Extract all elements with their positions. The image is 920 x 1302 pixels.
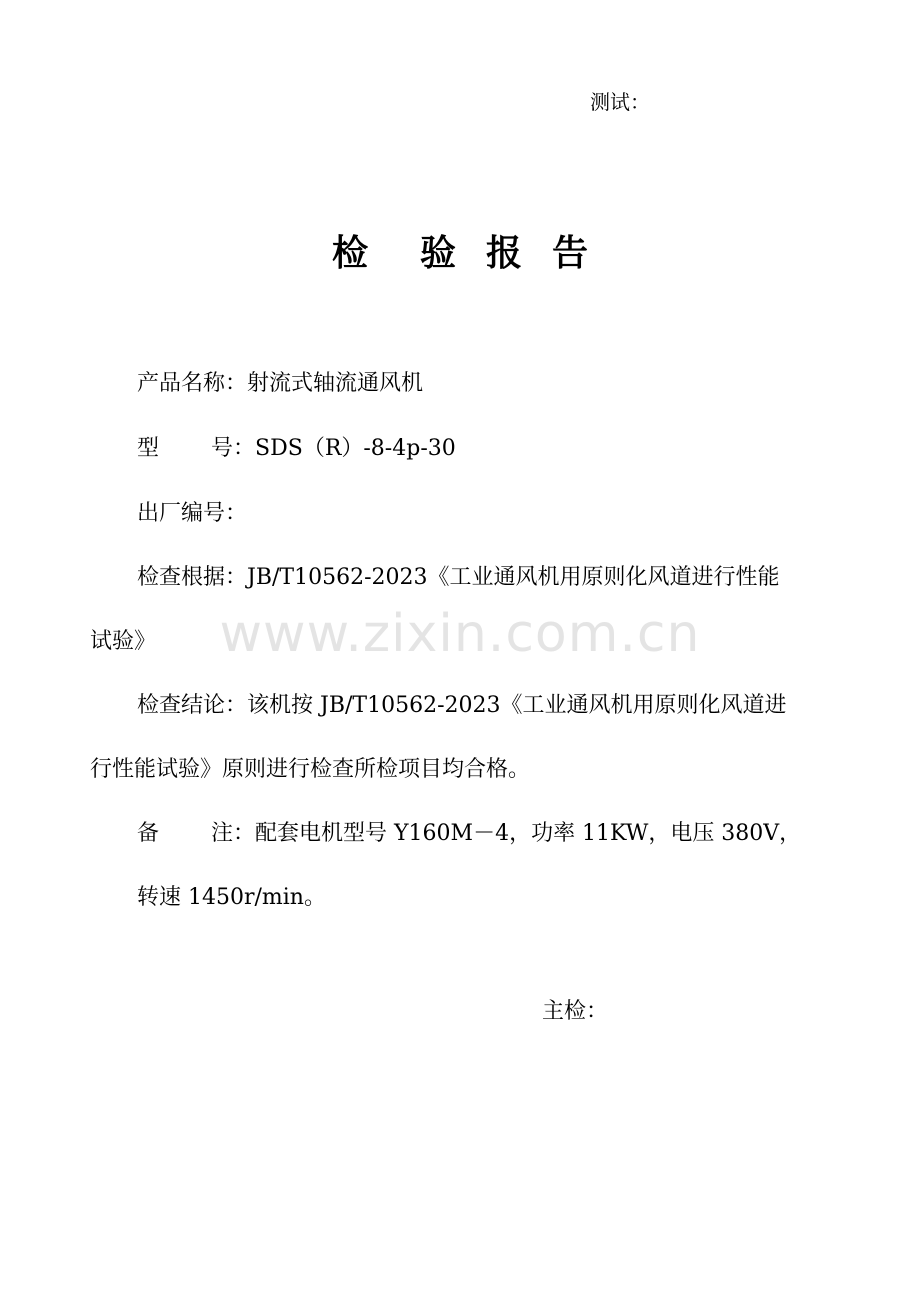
field-remarks-line1 [137, 818, 801, 850]
page-title [0, 228, 920, 280]
conclusion-label: 检查结论： [137, 693, 248, 718]
title-char-3: 报 [486, 233, 523, 274]
product-name-value: 射流式轴流通风机 [247, 371, 424, 396]
title-char-2: 验 [419, 233, 456, 274]
basis-label: 检查根据： [137, 565, 248, 590]
product-name-label: 产品名称： [137, 371, 248, 396]
field-conclusion-line1 [137, 690, 787, 722]
basis-value-line1: JB/T10562-2023《工业通风机用原则化风道进行性能 [247, 565, 780, 590]
remarks-label-a: 备 [137, 821, 160, 846]
field-model [137, 433, 456, 465]
title-char-4: 告 [552, 233, 589, 274]
model-value: SDS（R）-8-4p-30 [255, 436, 456, 461]
inspector-label: 主检： [542, 999, 609, 1024]
remarks-label-b: 注： [211, 821, 256, 846]
watermark: www.zixin.com.cn [219, 604, 701, 664]
field-basis-line1 [137, 562, 780, 594]
title-char-1: 检 [331, 233, 368, 274]
conclusion-value-line2: 行性能试验》原则进行检查所检项目均合格。 [90, 757, 531, 782]
field-product-name [137, 368, 423, 400]
model-label-a: 型 [137, 436, 160, 461]
remarks-value-line2: 转速 1450r/min。 [137, 885, 326, 910]
model-label-b: 号： [211, 436, 256, 461]
field-serial [137, 498, 247, 530]
serial-label: 出厂编号： [137, 501, 248, 526]
remarks-value-line1: 配套电机型号 Y160M－4，功率 11KW，电压 380V， [255, 821, 802, 846]
basis-value-line2: 试验》 [90, 629, 157, 654]
tester-label: 测试： [590, 90, 650, 114]
conclusion-value-line1: 该机按 JB/T10562-2023《工业通风机用原则化风道进 [247, 693, 787, 718]
